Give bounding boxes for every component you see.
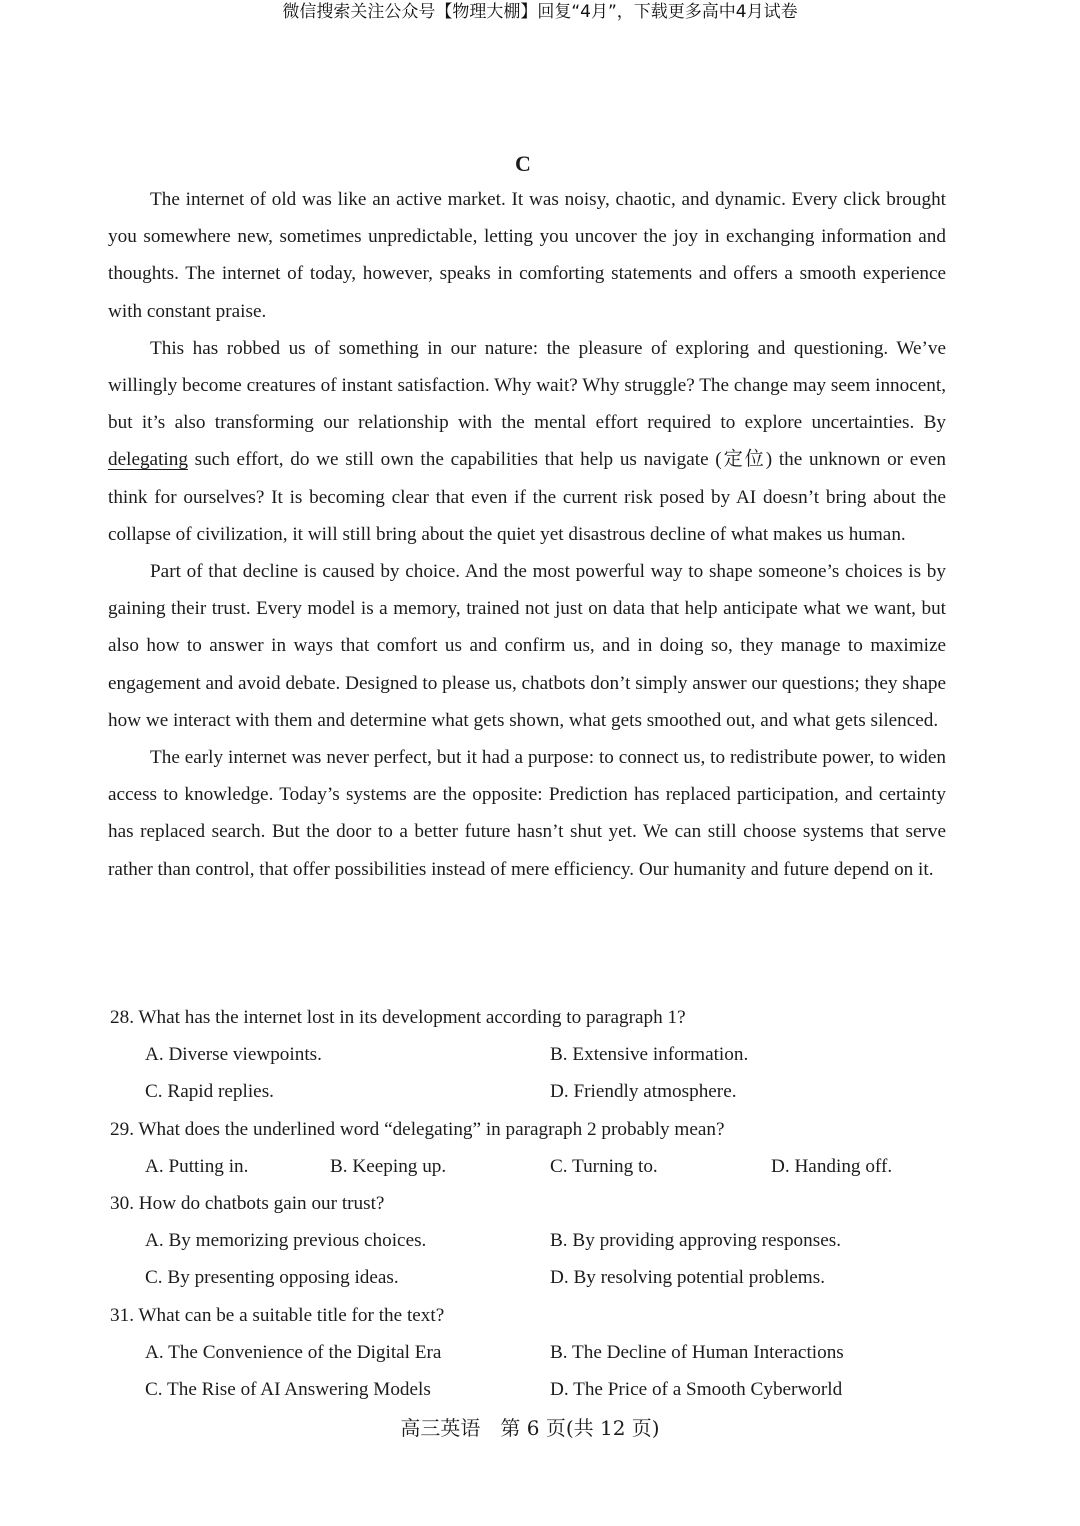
option-30-d: D. By resolving potential problems.: [550, 1267, 825, 1289]
question-29: 29. What does the underlined word “delegating” in paragraph 2 probably mean?: [110, 1118, 725, 1140]
option-29-d: D. Handing off.: [771, 1155, 893, 1177]
option-28-a: A. Diverse viewpoints.: [145, 1044, 322, 1066]
option-row: [110, 1222, 950, 1259]
option-row: [110, 1073, 950, 1110]
option-29-c: C. Turning to.: [550, 1155, 658, 1177]
option-31-d: D. The Price of a Smooth Cyberworld: [550, 1378, 843, 1400]
section-title: C: [515, 151, 531, 176]
paragraph-2-text-after: such effort, do we still own the capabilities that help us navigate (定位) the unknown or even think for ourselves? It is becoming clear that even if the current risk posed by AI doesn’t bring about the collapse of civilization, it will still bring about the quiet yet disastrous decline of what makes us human.: [108, 449, 946, 545]
option-row: [110, 1371, 950, 1408]
question-28: 28. What has the internet lost in its development according to paragraph 1?: [110, 1007, 686, 1028]
paragraph-2-text-before: This has robbed us of something in our nature: the pleasure of exploring and questioning. We’ve willingly become creatures of instant satisfaction. Why wait? Why struggle? The change may seem innocent, but it’s also transforming our relationship with the mental effort required to explore uncertainties. By: [108, 337, 946, 434]
option-row: [110, 1148, 950, 1185]
option-30-c: C. By presenting opposing ideas.: [145, 1267, 399, 1289]
paragraph-4: The early internet was never perfect, but it had a purpose: to connect us, to redistribute power, to widen access to knowledge. Today’s systems are the opposite: Prediction has replaced participation, and certainty has replaced search. But the door to a better future hasn’t shut yet. We can still choose systems that serve rather than control, that offer possibilities instead of mere efficiency. Our humanity and future depend on it.: [108, 747, 946, 880]
option-31-b: B. The Decline of Human Interactions: [550, 1341, 844, 1363]
page-footer: 高三英语 第 6 页(共 12 页): [400, 1416, 660, 1440]
option-30-a: A. By memorizing previous choices.: [145, 1230, 427, 1252]
question-list: [110, 999, 950, 1408]
option-28-c: C. Rapid replies.: [145, 1081, 274, 1103]
option-28-d: D. Friendly atmosphere.: [550, 1081, 737, 1103]
option-29-a: A. Putting in.: [145, 1155, 249, 1177]
option-row: [110, 1259, 950, 1296]
paragraph-3: Part of that decline is caused by choice. And the most powerful way to shape someone’s choices is by gaining their trust. Every model is a memory, trained not just on data that help anticipate what we want, but also how to answer in ways that comfort us and confirm us, and in doing so, they manage to maximize engagement and avoid debate. Designed to please us, chatbots don’t simply answer our questions; they shape how we interact with them and determine what gets shown, what gets smoothed out, and what gets silenced.: [108, 561, 946, 731]
reading-passage: [108, 181, 946, 888]
option-row: [110, 1036, 950, 1073]
question-31: 31. What can be a suitable title for the text?: [110, 1304, 445, 1326]
option-row: [110, 1334, 950, 1371]
option-29-b: B. Keeping up.: [330, 1155, 447, 1177]
question-30: 30. How do chatbots gain our trust?: [110, 1192, 385, 1214]
watermark-banner: 微信搜索关注公众号【物理大棚】回复“4月”，下载更多高中4月试卷: [282, 2, 798, 22]
paragraph-2: [108, 330, 946, 553]
option-31-c: C. The Rise of AI Answering Models: [145, 1378, 431, 1400]
option-31-a: A. The Convenience of the Digital Era: [145, 1341, 442, 1363]
underlined-word: delegating: [108, 449, 188, 471]
paragraph-1: The internet of old was like an active market. It was noisy, chaotic, and dynamic. Every click brought you somewhere new, sometimes unpredictable, letting you uncover the joy in exchanging information and thoughts. The internet of today, however, speaks in comforting statements and offers a smooth experience with constant praise.: [108, 189, 946, 322]
option-30-b: B. By providing approving responses.: [550, 1230, 841, 1252]
option-28-b: B. Extensive information.: [550, 1044, 749, 1066]
